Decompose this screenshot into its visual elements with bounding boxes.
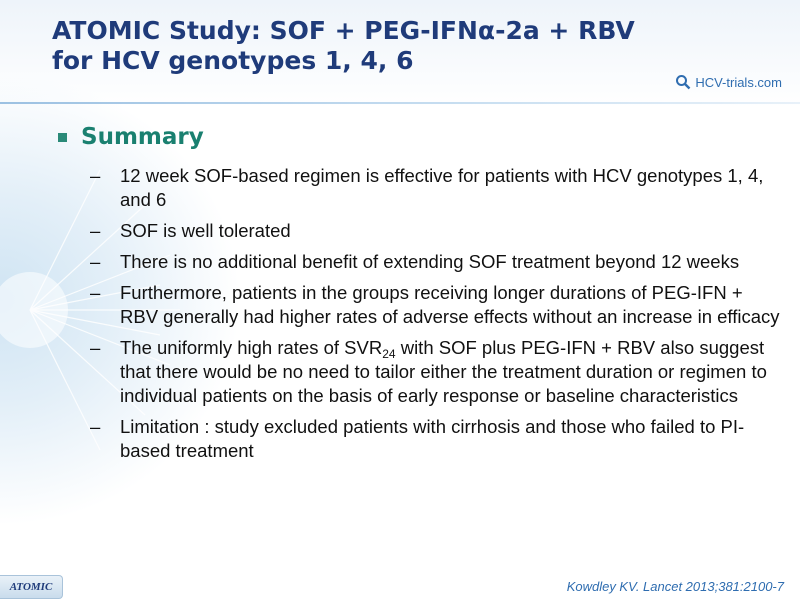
- list-item: [90, 219, 780, 243]
- magnifier-icon: [675, 74, 691, 90]
- list-item-text: SOF is well tolerated: [120, 220, 291, 241]
- title-line-1-suffix: -2a + RBV: [495, 16, 635, 45]
- dash-bullet: –: [90, 337, 101, 358]
- dash-bullet: –: [90, 282, 101, 303]
- title-divider: [0, 102, 800, 104]
- list-item: [90, 164, 780, 212]
- dash-bullet: –: [90, 251, 101, 272]
- title-line-1-prefix: ATOMIC Study: SOF + PEG-IFN: [52, 16, 478, 45]
- dash-bullet: –: [90, 220, 101, 241]
- svr-text: The uniformly high rates of SVR: [120, 337, 383, 358]
- study-badge: [0, 575, 63, 599]
- svr-text-rest: with SOF plus PEG-IFN + RBV also suggest that there would be no need to tailor either the treatment duration or regimen to individual patients on the basis of early response or baseline characteristics: [120, 337, 767, 406]
- hcv-trials-logo: [675, 74, 782, 90]
- slide-title: [52, 16, 752, 76]
- list-item: [90, 336, 780, 408]
- list-item-text: Furthermore, patients in the groups receiving longer durations of PEG-IFN + RBV generally had higher rates of adverse effects without an increase in efficacy: [120, 282, 780, 327]
- alpha-symbol: α: [477, 16, 496, 45]
- list-item: [90, 250, 780, 274]
- study-badge-label: ATOMIC: [9, 581, 53, 593]
- title-line-2: for HCV genotypes 1, 4, 6: [52, 46, 414, 75]
- dash-bullet: –: [90, 416, 101, 437]
- list-item-text: [120, 336, 780, 408]
- list-item-text: Limitation : study excluded patients with cirrhosis and those who failed to PI-based treatment: [120, 416, 745, 461]
- section-label: Summary: [81, 124, 204, 150]
- square-bullet-icon: [58, 133, 67, 142]
- list-item: [90, 415, 780, 463]
- list-item: [90, 281, 780, 329]
- dash-bullet: –: [90, 165, 101, 186]
- svr-subscript: 24: [382, 347, 396, 361]
- summary-list: [90, 164, 780, 470]
- list-item-text: There is no additional benefit of extending SOF treatment beyond 12 weeks: [120, 251, 740, 272]
- title-line-1: [52, 16, 752, 46]
- section-heading: [58, 124, 204, 150]
- logo-text: HCV-trials.com: [695, 74, 782, 90]
- citation: Kowdley KV. Lancet 2013;381:2100-7: [566, 579, 784, 594]
- list-item-text: 12 week SOF-based regimen is effective for patients with HCV genotypes 1, 4, and 6: [120, 165, 764, 210]
